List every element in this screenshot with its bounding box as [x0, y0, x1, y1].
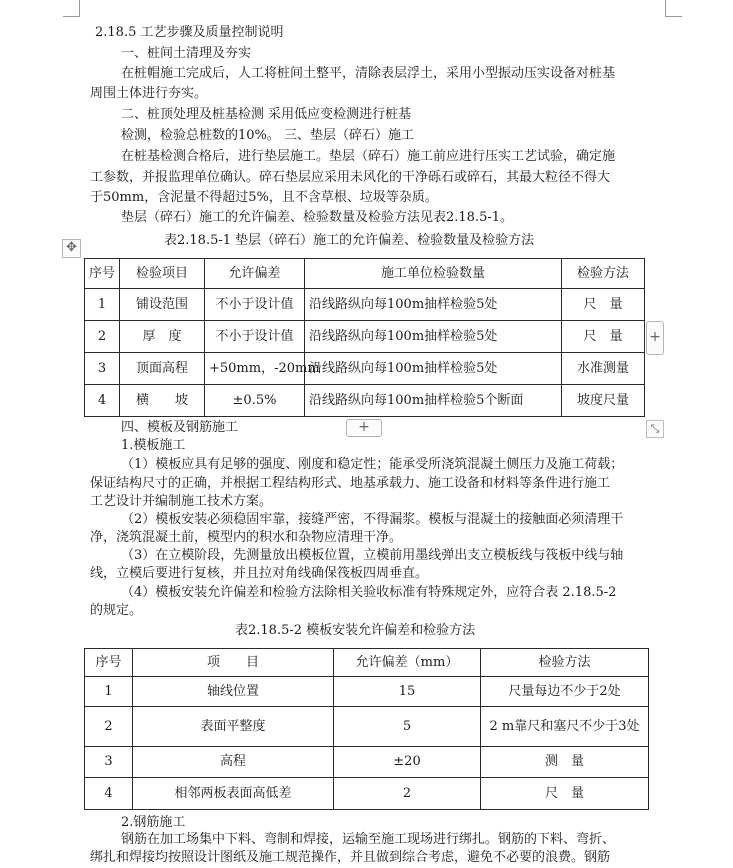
table1	[84, 258, 645, 417]
table-cell: 尺 量	[481, 778, 649, 810]
table-row	[85, 778, 649, 810]
table-cell: 测 量	[481, 747, 649, 778]
section-title: 2.18.5 工艺步骤及质量控制说明	[95, 25, 284, 40]
table-cell: 3	[85, 747, 133, 778]
table-cell: 尺 量	[562, 321, 645, 353]
table-cell: 2	[85, 321, 120, 353]
table-row	[85, 385, 645, 417]
table-cell: ±0.5%	[205, 385, 305, 417]
table-header-cell: 施工单位检验数量	[305, 259, 562, 289]
paragraph-line: 保证结构尺寸的正确，并根据工程结构形式、地基承载力、施工设备和材料等条件进行施工	[90, 476, 611, 491]
paragraph-line: 在桩基检测合格后，进行垫层施工。垫层（碎石）施工前应进行压实工艺试验，确定施	[121, 149, 616, 164]
table1-caption: 表2.18.5-1 垫层（碎石）施工的允许偏差、检验数量及检验方法	[164, 233, 535, 248]
table-row	[85, 707, 649, 747]
table-cell: 铺设范围	[120, 289, 205, 321]
table-row	[85, 747, 649, 778]
heading-pile-soil: 一、桩间土清理及夯实	[121, 46, 252, 61]
paragraph-line: （4）模板安装允许偏差和检验方法除相关验收标准有特殊规定外，应符合表 2.18.5-2	[121, 585, 617, 600]
table-cell: 2 m靠尺和塞尺不少于3处	[481, 707, 649, 747]
table-cell: 5	[334, 707, 481, 747]
table-cell: 坡度尺量	[562, 385, 645, 417]
add-row-icon[interactable]: +	[346, 419, 382, 437]
paragraph-line: （3）在立模阶段，先测量放出模板位置，立模前用墨线弹出支立模板线与筏板中线与轴	[121, 548, 624, 563]
table-cell: 尺 量	[562, 289, 645, 321]
paragraph-line: 在桩帽施工完成后，人工将桩间土整平，清除表层浮土，采用小型振动压实设备对桩基	[121, 66, 616, 81]
table-header-row	[85, 649, 649, 677]
table-header-row	[85, 259, 645, 289]
table-cell: 轴线位置	[133, 677, 334, 707]
table-header-cell: 序号	[85, 259, 120, 289]
table-resize-icon[interactable]: ⤡	[646, 420, 664, 438]
paragraph-line: 工艺设计并编制施工技术方案。	[90, 494, 273, 509]
table-header-cell: 允许偏差（mm）	[334, 649, 481, 677]
table-cell: +50mm，-20mm	[205, 353, 305, 385]
table-cell: 不小于设计值	[205, 289, 305, 321]
table-header-cell: 检验方法	[562, 259, 645, 289]
table-cell: 3	[85, 353, 120, 385]
paragraph-line: 工参数，并报监理单位确认。碎石垫层应采用未风化的干净砾石或碎石，其最大粒径不得大	[90, 170, 611, 185]
table-move-handle-icon[interactable]: ✥	[62, 239, 81, 258]
table-cell: 顶面高程	[120, 353, 205, 385]
table-cell: 沿线路纵向每100m抽样检验5处	[305, 353, 562, 385]
paragraph-line: 的规定。	[90, 603, 143, 618]
paragraph-line: 周围土体进行夯实。	[90, 86, 208, 101]
table-cell: 4	[85, 778, 133, 810]
table-header-cell: 允许偏差	[205, 259, 305, 289]
subheading-rebar: 2.钢筋施工	[121, 815, 186, 830]
table-cell: 沿线路纵向每100m抽样检验5处	[305, 321, 562, 353]
table-cell: 水准测量	[562, 353, 645, 385]
paragraph-line: 垫层（碎石）施工的允许偏差、检验数量及检验方法见表2.18.5-1。	[121, 210, 514, 225]
table-cell: 相邻两板表面高低差	[133, 778, 334, 810]
table-cell: 2	[334, 778, 481, 810]
paragraph-line: 于50mm，含泥量不得超过5%，且不含草根、垃圾等杂质。	[90, 190, 438, 205]
heading-formwork-rebar: 四、模板及钢筋施工	[121, 420, 239, 435]
crop-mark-top-right	[665, 0, 682, 17]
paragraph-line: 线，立模后要进行复核，并且拉对角线确保筏板四周垂直。	[90, 566, 429, 581]
table-header-cell: 序号	[85, 649, 133, 677]
table-cell: 表面平整度	[133, 707, 334, 747]
table-header-cell: 项 目	[133, 649, 334, 677]
table-cell: 横 坡	[120, 385, 205, 417]
table-cell: 高程	[133, 747, 334, 778]
crop-mark-top-left	[63, 0, 80, 17]
paragraph-line: （2）模板安装必须稳固牢靠，接缝严密，不得漏浆。模板与混凝土的接触面必须清理干	[121, 512, 624, 527]
table-cell: 不小于设计值	[205, 321, 305, 353]
table-cell: 1	[85, 677, 133, 707]
table-cell: 沿线路纵向每100m抽样检验5处	[305, 289, 562, 321]
paragraph-line: （1）模板应具有足够的强度、刚度和稳定性；能承受所浇筑混凝土侧压力及施工荷载；	[121, 457, 624, 472]
table-cell: 尺量每边不少于2处	[481, 677, 649, 707]
table-row	[85, 321, 645, 353]
paragraph-line: 绑扎和焊接均按照设计图纸及施工规范操作，并且做到综合考虑，避免不必要的浪费。钢筋	[90, 850, 611, 865]
subheading-formwork: 1.模板施工	[121, 438, 186, 453]
table-row	[85, 353, 645, 385]
table-header-cell: 检验项目	[120, 259, 205, 289]
table2-caption: 表2.18.5-2 模板安装允许偏差和检验方法	[235, 623, 476, 638]
table-cell: ±20	[334, 747, 481, 778]
heading-pile-top: 二、桩顶处理及桩基检测 采用低应变检测进行桩基	[121, 107, 412, 122]
table-cell: 厚 度	[120, 321, 205, 353]
table-cell: 1	[85, 289, 120, 321]
paragraph-line: 钢筋在加工场集中下料、弯制和焊接，运输至施工现场进行绑扎。钢筋的下料、弯折、	[121, 832, 616, 847]
table-row	[85, 677, 649, 707]
table-cell: 沿线路纵向每100m抽样检验5个断面	[305, 385, 562, 417]
table2	[84, 648, 649, 810]
paragraph-line: 净，浇筑混凝土前，模型内的积水和杂物应清理干净。	[90, 530, 403, 545]
table-header-cell: 检验方法	[481, 649, 649, 677]
table-cell: 4	[85, 385, 120, 417]
add-column-icon[interactable]: +	[646, 321, 664, 355]
paragraph-line: 检测，检验总桩数的10%。 三、垫层（碎石）施工	[121, 128, 415, 143]
table-row	[85, 289, 645, 321]
table-cell: 15	[334, 677, 481, 707]
table-cell: 2	[85, 707, 133, 747]
